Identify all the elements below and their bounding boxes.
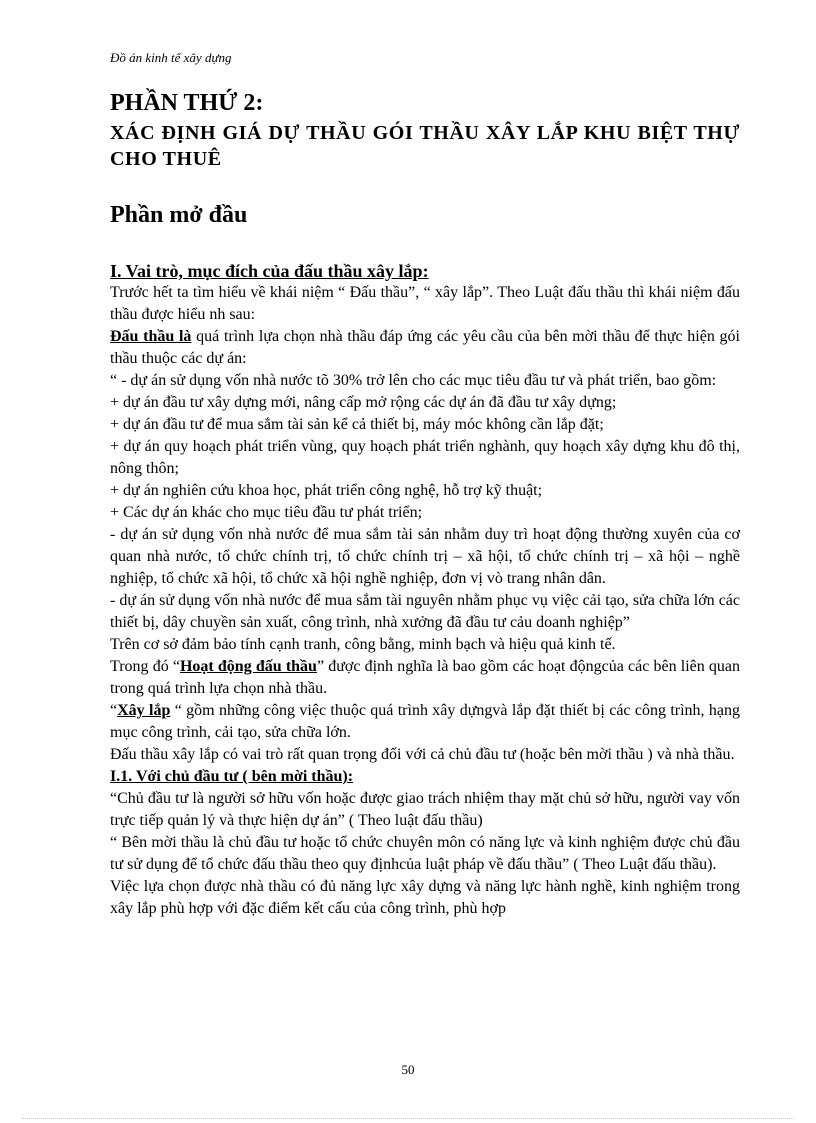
list-item: + dự án nghiên cứu khoa học, phát triển công nghệ, hỗ trợ kỹ thuật; [110, 482, 543, 499]
list-item: + Các dự án khác cho mục tiêu đầu tư phát triển; [110, 504, 423, 521]
page-number: 50 [401, 1062, 415, 1077]
section-heading: I. Vai trò, mục đích của đấu thầu xây lắp: [110, 261, 429, 281]
list-item: + dự án đầu tư xây dựng mới, nâng cấp mở rộng các dự án đã đầu tư xây dựng; [110, 394, 617, 411]
list-item: + dự án đầu tư để mua sắm tài sản kể cả thiết bị, máy móc không cần lắp đặt; [110, 416, 604, 433]
paragraph: Trước hết ta tìm hiểu về khái niệm “ Đấu thầu”, “ xây lắp”. Theo Luật đấu thầu thì khái niệm đấu thầu được hiểu nh sau: [110, 284, 740, 323]
paragraph: “Chủ đầu tư là người sở hữu vốn hoặc được giao trách nhiệm thay mặt chủ sở hữu, người vay vốn trực tiếp quản lý và thực hiện dự án” ( Theo luật đấu thầu) [110, 790, 740, 829]
page-content [110, 88, 740, 920]
definition-text: quá trình lựa chọn nhà thầu đáp ứng các yêu cầu của bên mời thầu để thực hiện gói thầu thuộc các dự án: [110, 328, 740, 367]
paragraph-definition [110, 326, 740, 370]
list-item: - dự án sử dụng vốn nhà nước để mua sắm tài sản nhằm duy trì hoạt động thường xuyên của cơ quan nhà nước, tổ chức chính trị, tổ chức chính trị – xã hội, tổ chức chính trị – xã hội – nghề nghiệp, tổ chức xã hội, tổ chức xã hội nghề nghiệp, đơn vị vò trang nhân dân. [110, 526, 740, 587]
paragraph: Đấu thầu xây lắp có vai trò rất quan trọng đối với cả chủ đầu tư (hoặc bên mời thầu ) và nhà thầu. [110, 746, 735, 763]
paragraph: “ Bên mời thầu là chủ đầu tư hoặc tổ chức chuyên môn có năng lực và kinh nghiệm được chủ đầu tư sử dụng để tổ chức đấu thầu theo quy địnhcủa luật pháp về đấu thầu” ( Theo Luật đấu thầu). [110, 834, 740, 873]
subsection-body [110, 788, 740, 920]
subsection-heading: I.1. Với chủ đầu tư ( bên mời thầu): [110, 768, 354, 785]
part-title: PHẦN THỨ 2: [110, 90, 264, 116]
running-header: Đồ án kinh tế xây dựng [110, 50, 232, 65]
list-item: + dự án quy hoạch phát triển vùng, quy hoạch phát triển nghành, quy hoạch xây dựng khu đô thị, nông thôn; [110, 438, 740, 477]
paragraph: Việc lựa chọn được nhà thầu có đủ năng lực xây dựng và năng lực hành nghề, kinh nghiệm trong xây lắp phù hợp với đặc điểm kết cấu của công trình, phù hợp [110, 878, 740, 917]
page-edge-divider [22, 1118, 794, 1119]
paragraph-construction: “Xây lắp “ gồm những công việc thuộc quá trình xây dựngvà lắp đặt thiết bị các công trình, hạng mục công trình, cải tạo, sửa chữa lớn. [110, 702, 740, 741]
paragraph: Trên cơ sở đảm bảo tính cạnh tranh, công bằng, minh bạch và hiệu quả kinh tế. [110, 636, 616, 653]
term-bidding: Đấu thầu là [110, 328, 192, 345]
part-subtitle: XÁC ĐỊNH GIÁ DỰ THẦU GÓI THẦU XÂY LẮP KHU BIỆT THỰ CHO THUÊ [110, 122, 740, 170]
paragraph: “ - dự án sử dụng vốn nhà nước tõ 30% trở lên cho các mục tiêu đầu tư và phát triển, bao gồm: [110, 372, 717, 389]
term-bidding-activity: Hoạt động đấu thầu [179, 658, 317, 675]
section-body [110, 282, 740, 766]
list-item: - dự án sử dụng vốn nhà nước để mua sắm tài nguyên nhằm phục vụ việc cải tạo, sửa chữa lớn các thiết bị, dây chuyền sản xuất, công trình, nhà xưởng đã đầu tư cảu doanh nghiệp” [110, 592, 740, 631]
paragraph-bidding-activity: Trong đó “Hoạt động đấu thầu” được định nghĩa là bao gồm các hoạt độngcủa các bên liên quan trong quá trình lựa chọn nhà thầu. [110, 658, 741, 697]
intro-heading: Phần mở đầu [110, 202, 248, 228]
term-construction: Xây lắp [117, 702, 171, 719]
